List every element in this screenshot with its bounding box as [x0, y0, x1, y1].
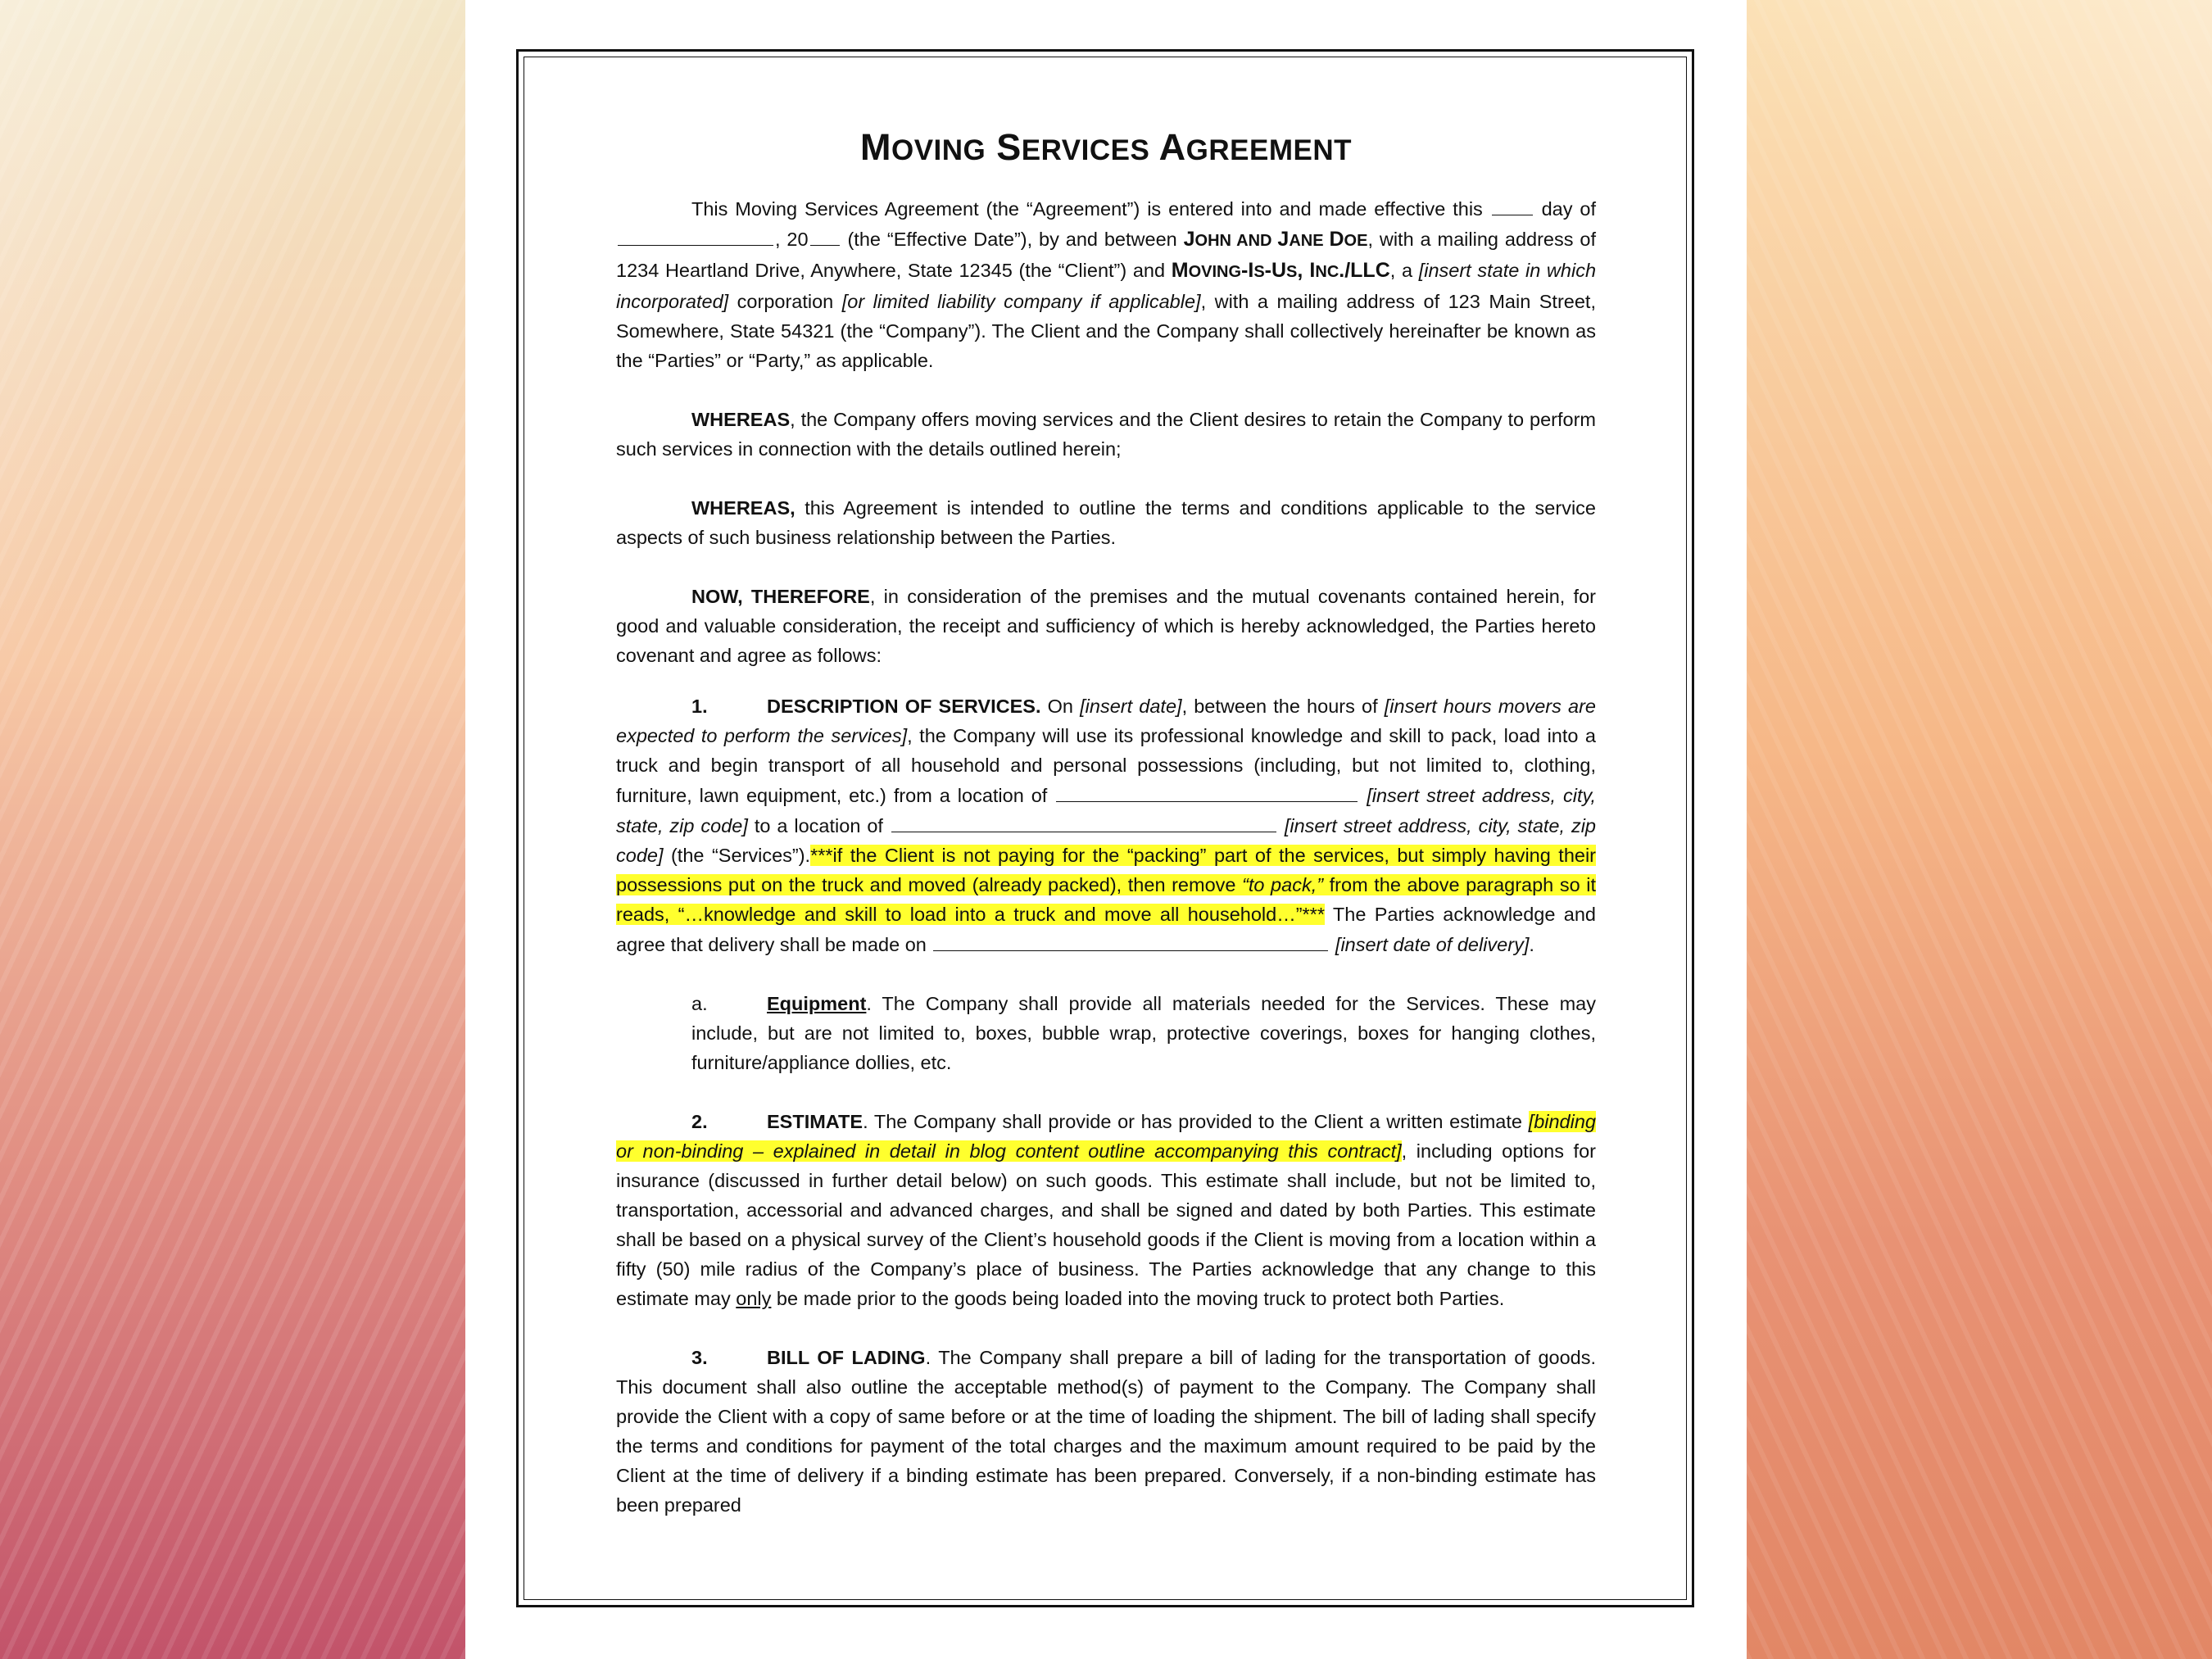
- section-1-description-of-services: 1. DESCRIPTION OF SERVICES. On [insert date], between the hours of [insert hours movers are expected to perform the services], the Company will use its professional knowledge and skill to pack, load into a truck and begin transport of all household and personal possessions (including, but not limited to, clothing, furniture, lawn equipment, etc.) from a location of [insert street address, city, state, zip code] to a location of [insert street address, city, state, zip code] (the “Services”).***if the Client is not paying for the “packing” part of the services, but simply having their possessions put on the truck and moved (already packed), then remove “to pack,” from the above paragraph so it reads, “…knowledge and skill to load into a truck and move all household…”*** The Parties acknowledge and agree that delivery shall be made on [insert date of delivery].: [616, 696, 1597, 955]
- blank-from-location[interactable]: [1056, 780, 1358, 802]
- background-right-panel: [1747, 0, 2212, 1659]
- whereas-paragraph-2: WHEREAS, this Agreement is intended to outline the terms and conditions applicable to the service aspects of such business relationship between the Parties.: [616, 497, 1596, 548]
- blank-day[interactable]: [1492, 193, 1533, 215]
- document-title: MOVING SERVICES AGREEMENT: [859, 126, 1353, 168]
- intro-paragraph: This Moving Services Agreement (the “Agreement”) is entered into and made effective this day of , 20 (the “Effective Date”), by and between JOHN AND JANE DOE, with a mailing address of 1234 Heartland Drive, Anywhere, State 12345 (the “Client”) and MOVING-IS-US, INC./LLC, a [insert state in which incorporated] corporation [or limited liability company if applicable], with a mailing address of 123 Main Street, Somewhere, State 54321 (the “Company”). The Client and the Company shall collectively hereinafter be known as the “Parties” or “Party,” as applicable.: [616, 193, 1596, 375]
- blank-delivery-date[interactable]: [933, 929, 1328, 951]
- company-name: MOVING-IS-US, INC./LLC: [1171, 259, 1390, 282]
- section-1a-equipment: a. Equipment. The Company shall provide all materials needed for the Services. These may include, but are not limited to, boxes, bubble wrap, protective coverings, boxes for hanging clothes, furniture/appliance dollies, etc.: [691, 993, 1596, 1073]
- blank-year[interactable]: [810, 224, 840, 246]
- highlight-note-packing: ***if the Client is not paying for the “packing” part of the services, but simply having their possessions put on the truck and moved (already packed), then remove “to pack,” from the above paragraph so it reads, “…knowledge and skill to load into a truck and move all household…”***: [616, 845, 1596, 925]
- section-3-bill-of-lading: 3. BILL OF LADING. The Company shall prepare a bill of lading for the transportation of goods. This document shall also outline the acceptable method(s) of payment to the Company. The Company shall provide the Client with a copy of same before or at the time of loading the shipment. The bill of lading shall specify the terms and conditions for payment of the total charges and the maximum amount required to be paid by the Client at the time of delivery if a binding estimate has been prepared. Conversely, if a non-binding estimate has been prepared: [616, 1347, 1596, 1516]
- background-left-panel: [0, 0, 465, 1659]
- now-therefore-paragraph: NOW, THEREFORE, in consideration of the premises and the mutual covenants contained herein, for good and valuable consideration, the receipt and sufficiency of which is hereby acknowledged, the Parties hereto covenant and agree as follows:: [616, 586, 1596, 666]
- blank-month[interactable]: [618, 224, 773, 246]
- document-page: [465, 0, 1747, 1659]
- client-name: JOHN AND JANE DOE: [1183, 228, 1368, 251]
- blank-to-location[interactable]: [891, 810, 1276, 832]
- whereas-paragraph-1: WHEREAS, the Company offers moving services and the Client desires to retain the Company to perform such services in connection with the details outlined herein;: [616, 409, 1596, 460]
- section-2-estimate: 2. ESTIMATE. The Company shall provide or has provided to the Client a written estimate [binding or non-binding – explained in detail in blog content outline accompanying this contract], including options for insurance (discussed in further detail below) on such goods. This estimate shall include, but not be limited to, transportation, accessorial and advanced charges, and shall be signed and dated by both Parties. This estimate shall be based on a physical survey of the Client’s household goods if the Client is moving from a location within a fifty (50) mile radius of the Company’s place of business. The Parties acknowledge that any change to this estimate may only be made prior to the goods being loaded into the moving truck to protect both Parties.: [616, 1111, 1596, 1309]
- document-content: [616, 123, 1596, 1520]
